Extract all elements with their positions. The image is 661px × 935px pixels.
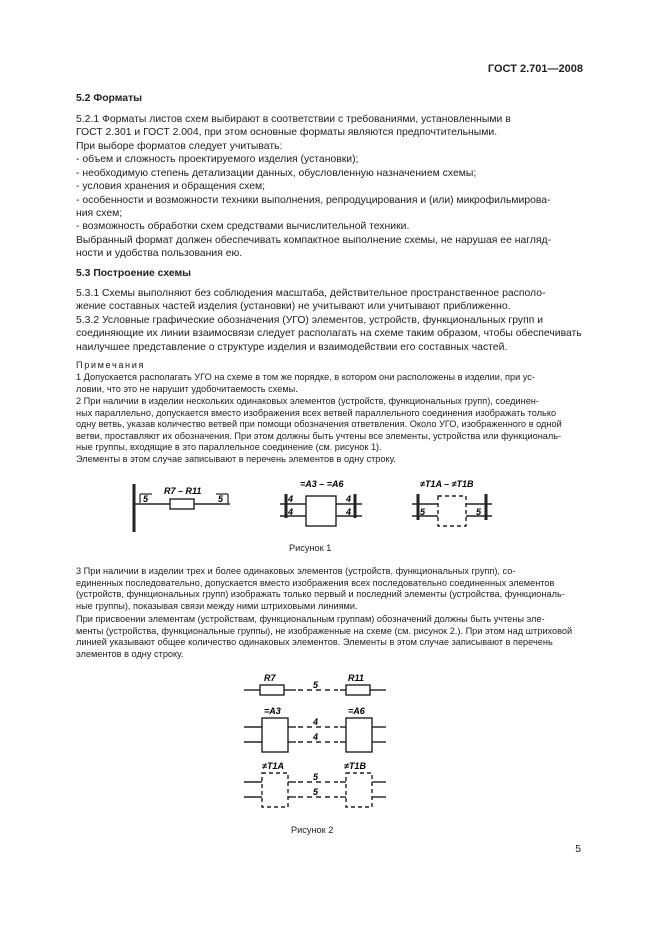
text-line: 1 Допускается располагать УГО на схеме в том же порядке, в котором они расположены в изделии, при ус- <box>76 372 535 382</box>
text-line: Выбранный формат должен обеспечивать компактное выполнение схемы, не нарушая ее нагляд- <box>76 234 552 246</box>
text-line: 3 При наличии в изделии трех и более одинаковых элементов (устройств, функциональных групп), со- <box>76 566 516 576</box>
element-designation: =A3 <box>264 706 281 716</box>
text-line: жение составных частей изделия (установки) не учитывают или учитывают приближенно. <box>76 301 511 313</box>
text-line: 5.3.1 Схемы выполняют без соблюдения масштаба, действительное пространственное располо- <box>76 288 546 299</box>
element-count: 4 <box>313 732 319 742</box>
element-count: 4 <box>313 717 319 727</box>
text-line: Элементы в этом случае записывают в перечень элементов в одну строку. <box>76 453 396 464</box>
paragraph-5-3-1 <box>76 287 582 314</box>
element-designation: R7 <box>264 673 276 683</box>
figure-2-diagram <box>240 670 400 815</box>
text-line: 5.2.1 Форматы листов схем выбирают в соответствии с требованиями, установленными в <box>76 114 511 125</box>
page-number: 5 <box>575 844 581 855</box>
figure-2-device-row <box>244 706 386 752</box>
element-count: 5 <box>313 787 319 797</box>
text-line: ветви, проставляют их обозначения. При этом должны быть учтены все элементы, устройства или функциональ- <box>76 430 562 441</box>
list-item: ния схем; <box>76 208 123 220</box>
branch-count: 5 <box>218 494 224 504</box>
text-line: ГОСТ 2.301 и ГОСТ 2.004, при этом основные форматы являются предпочтительными. <box>76 127 498 139</box>
element-designation: ≠T1A <box>262 761 284 771</box>
note-2 <box>76 396 582 466</box>
text-line: ные группы, входящие в это параллельное соединение (см. рисунок 1). <box>76 442 382 453</box>
element-designation: R7 – R11 <box>164 486 202 496</box>
text-line: менты (устройства, функциональные группы), не изображенные на схеме (см. рисунок 2.). При этом над штриховой <box>76 625 573 636</box>
list-item: - условия хранения и обращения схем; <box>76 181 266 193</box>
notes-title: Примечания <box>76 360 146 370</box>
figure-1-device-branch <box>280 479 362 526</box>
figure-2-transformer-row <box>244 761 386 807</box>
text-line: 2 При наличии в изделии нескольких одинаковых элементов (устройств, функциональных групп), соединен- <box>76 396 539 406</box>
text-line: линией указывают общее количество одинаковых элементов. Элементы в этом случае записывают в перечень <box>76 637 553 648</box>
text-line: ных параллельно, допускается вместо изображения всех ветвей параллельного соединения изображать только <box>76 407 557 418</box>
text-line: соединяющие их линии взаимосвязи следует располагать на схеме таким образом, чтобы обеспечивать <box>76 328 582 340</box>
element-count: 5 <box>313 680 319 690</box>
paragraph-5-2-1 <box>76 113 582 140</box>
figure-1-transformer-branch <box>412 479 492 526</box>
text-line: ности и удобства пользования ею. <box>76 248 243 260</box>
figure-1-caption: Рисунок 1 <box>289 543 332 553</box>
text-line: единенных последовательно, допускается вместо изображения всех последовательно соединенных элементов <box>76 577 555 588</box>
section-heading-5-2: 5.2 Форматы <box>76 93 143 104</box>
branch-count: 5 <box>420 507 426 517</box>
text-line: 5.3.2 Условные графические обозначения (УГО) элементов, устройств, функциональных групп и <box>76 315 544 326</box>
list-item: - возможность обработки схем средствами вычислительной техники. <box>76 221 410 233</box>
note-3 <box>76 566 582 612</box>
branch-count: 5 <box>143 494 149 504</box>
branch-count: 5 <box>476 507 482 517</box>
text-line: наилучшее представление о структуре изделия и взаимодействии его составных частей. <box>76 341 508 353</box>
element-count: 5 <box>313 772 319 782</box>
branch-count: 4 <box>346 507 352 517</box>
branch-count: 4 <box>288 494 294 504</box>
text-line: одну ветвь, указав количество ветвей при помощи обозначения ответвления. Около УГО, изображенного в одной <box>76 419 562 430</box>
branch-count: 4 <box>288 507 294 517</box>
text-line: элементов в одну строку. <box>76 648 184 659</box>
figure-1-diagram <box>120 474 500 536</box>
text-line: ные группы), показывая связи между ними штриховыми линиями. <box>76 600 358 611</box>
document-id-header: ГОСТ 2.701—2008 <box>487 63 583 75</box>
figure-2-resistor-row <box>244 673 386 695</box>
branch-count: 4 <box>346 494 352 504</box>
figure-2-caption: Рисунок 2 <box>291 825 334 835</box>
text-line: ловии, что это не нарушит удобочитаемость схемы. <box>76 383 298 394</box>
note-1 <box>76 372 582 395</box>
paragraph-5-3-2 <box>76 314 582 354</box>
element-designation: ≠T1B <box>344 761 366 771</box>
list-item: - особенности и возможности техники выполнения, репродуцирования и (или) микрофильмирова- <box>76 194 551 206</box>
list-item: - объем и сложность проектируемого изделия (установки); <box>76 154 359 166</box>
list-item: - необходимую степень детализации данных, обусловленную назначением схемы; <box>76 167 477 179</box>
element-designation: ≠T1A – ≠T1B <box>420 479 474 489</box>
text-line: При присвоении элементам (устройствам, функциональным группам) обозначений должны быть учтены эле- <box>76 614 545 624</box>
element-designation: =A3 – =A6 <box>300 479 344 489</box>
note-3-continued <box>76 614 582 660</box>
text-line: При выборе форматов следует учитывать: <box>76 141 283 152</box>
text-line: (устройств, функциональных групп) изображать только первый и последний элементы (устройства, функциональ- <box>76 589 565 600</box>
element-designation: R11 <box>348 673 364 683</box>
section-heading-5-3: 5.3 Построение схемы <box>76 268 192 279</box>
element-designation: =A6 <box>348 706 365 716</box>
figure-1-resistor-branch <box>134 484 230 532</box>
paragraph-format-intro <box>76 140 582 261</box>
